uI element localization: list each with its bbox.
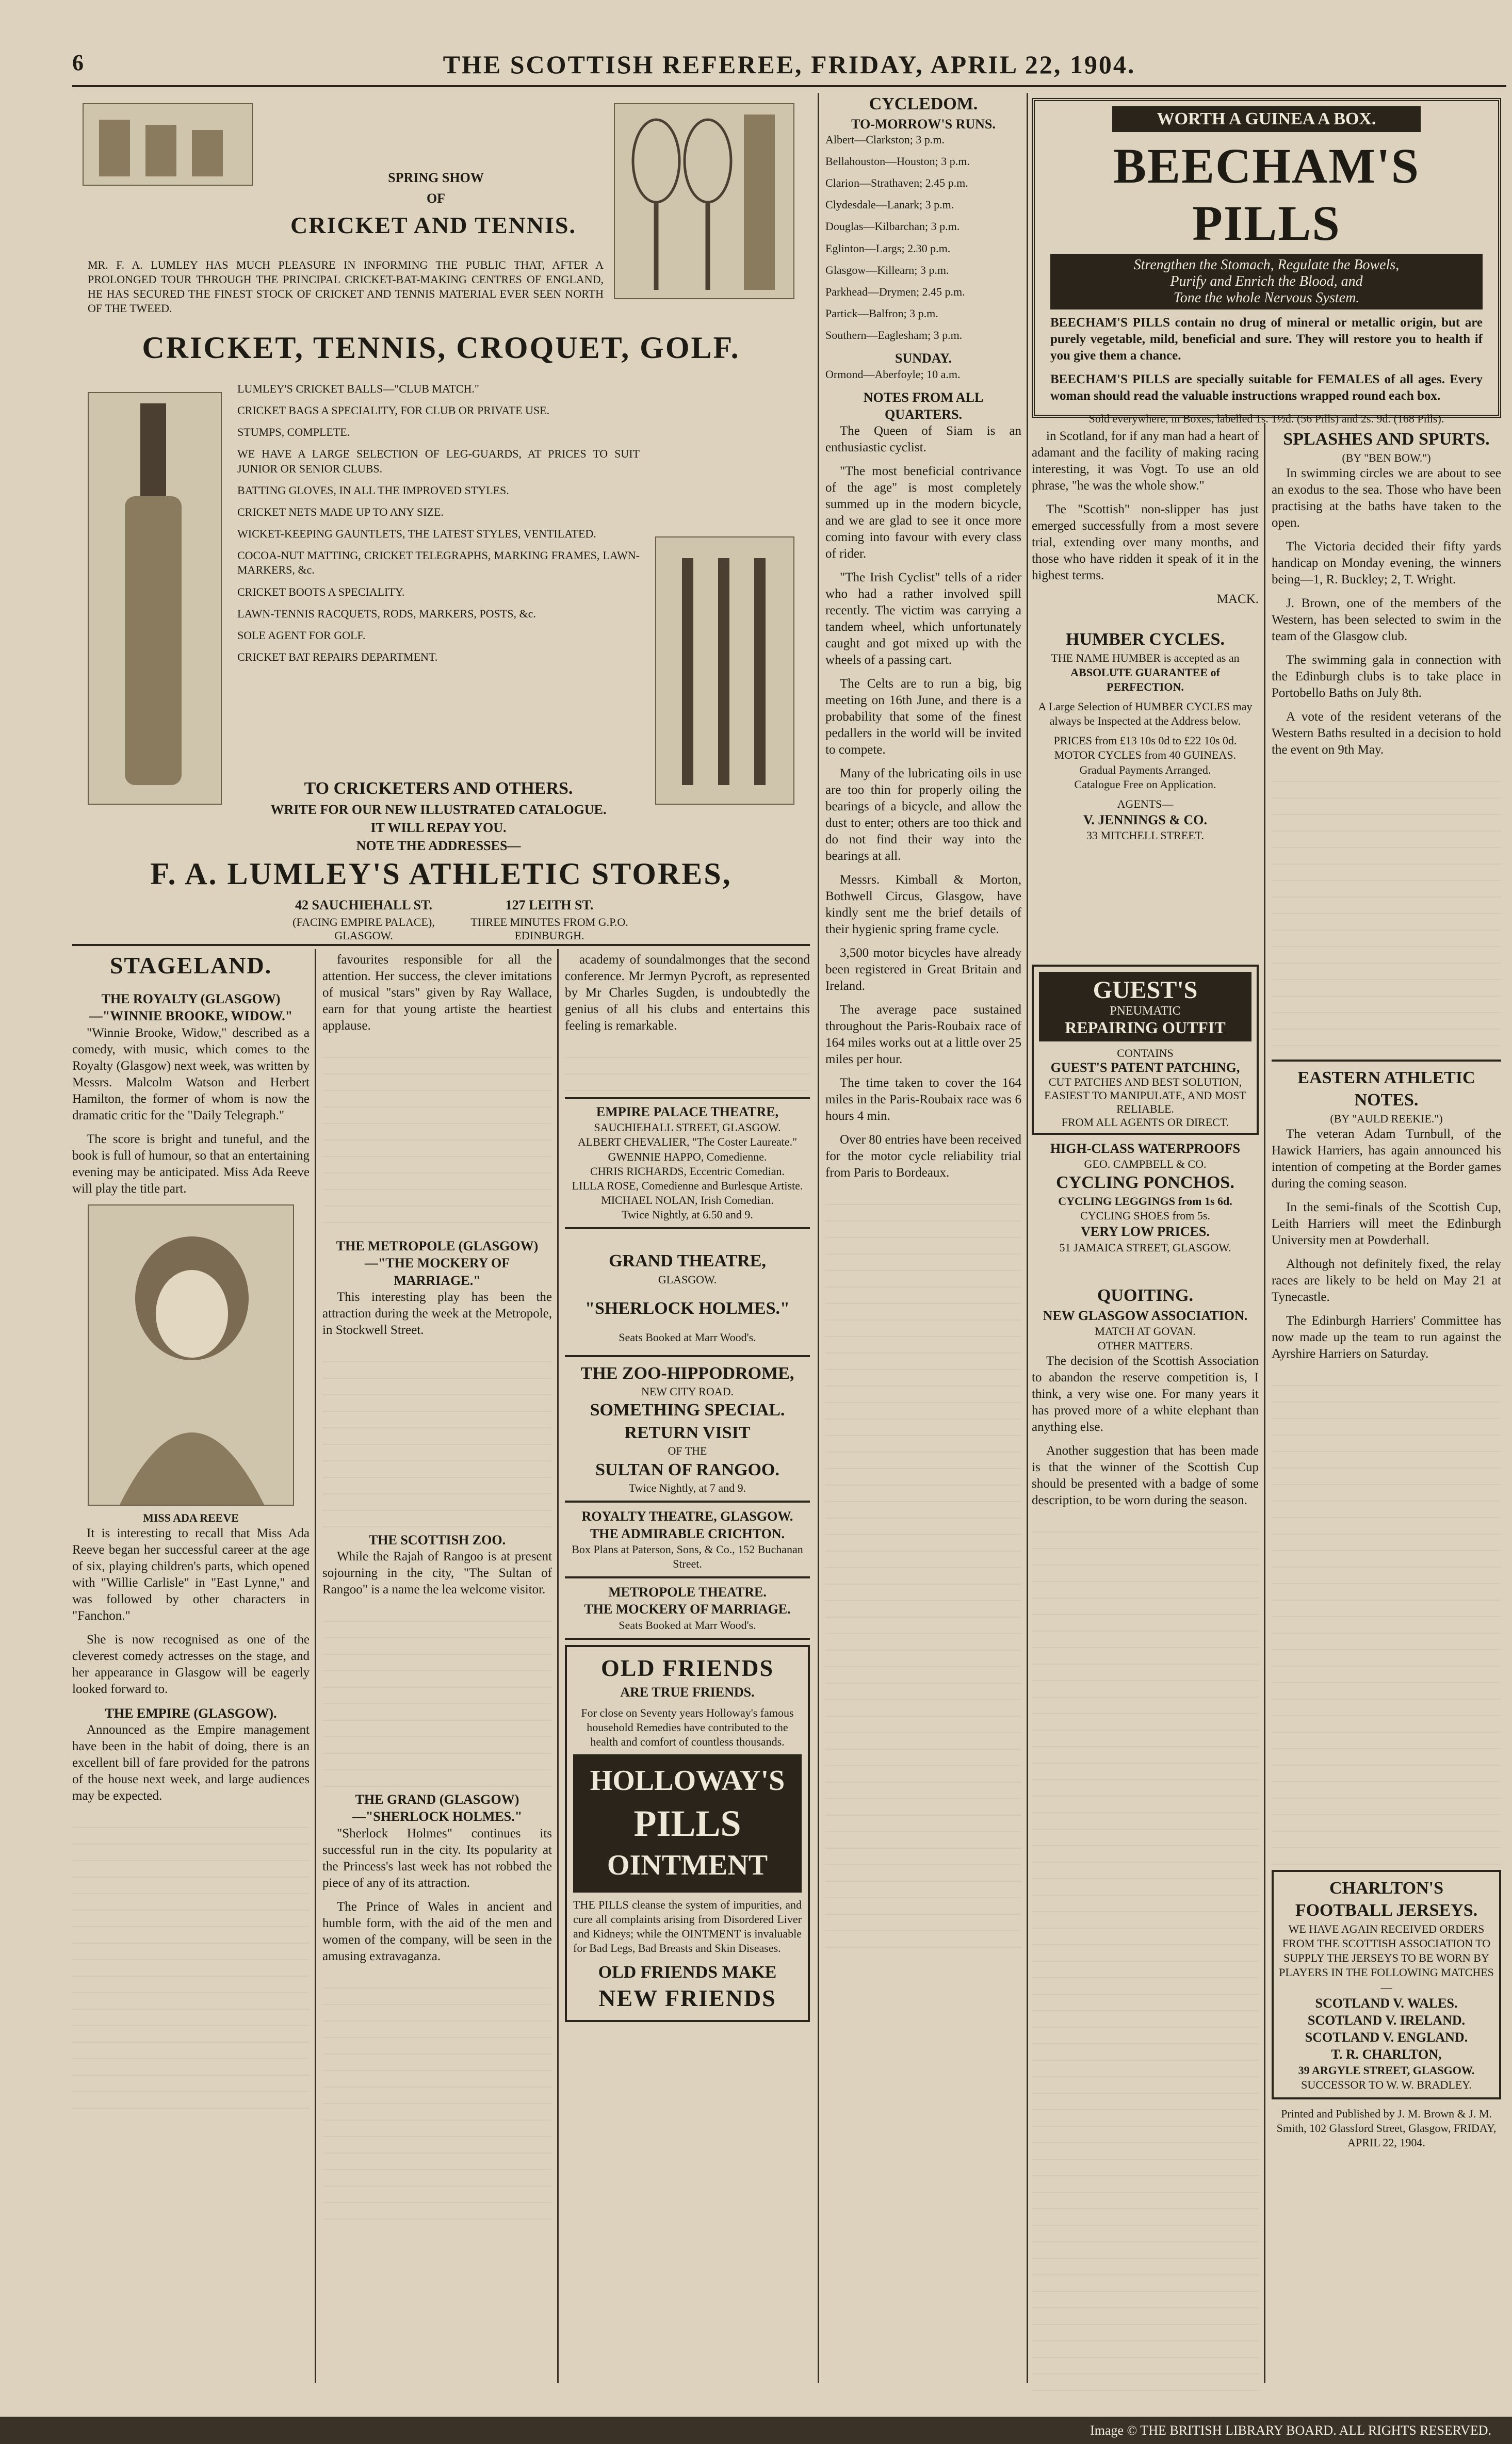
beecham-tag: Tone the whole Nervous System. (1173, 290, 1360, 306)
eastern-byline: (BY "AULD REEKIE.") (1330, 1112, 1443, 1125)
quoiting-column (1032, 1284, 1259, 2383)
glasgow-address-sub: (FACING EMPIRE PALACE), GLASGOW. (292, 916, 435, 942)
of-label: OF (426, 191, 446, 206)
charlton-address: 39 ARGYLE STREET, GLASGOW. (1298, 2063, 1475, 2077)
product-line: CRICKET BAT REPAIRS DEPARTMENT. (237, 650, 438, 664)
column-continuation (1272, 765, 1501, 1054)
empire-act: GWENNIE HAPPO, Comedienne. (608, 1150, 767, 1163)
stageland-title: STAGELAND. (109, 952, 272, 979)
guest-advertisement (1032, 965, 1259, 1135)
beecham-tag: Strengthen the Stomach, Regulate the Bowels, (1133, 257, 1400, 273)
guest-line: GUEST'S PATENT PATCHING, (1050, 1060, 1240, 1075)
splashes-paragraph: The swimming gala in connection with the Edinburgh clubs is to take place in Portobello Baths on July 8th. (1272, 653, 1501, 700)
charlton-match: SCOTLAND V. IRELAND. (1307, 2012, 1466, 2028)
copyright-credit: Image © THE BRITISH LIBRARY BOARD. ALL RIGHTS RESERVED. (1090, 2423, 1491, 2438)
wp-line: GEO. CAMPBELL & CO. (1084, 1158, 1207, 1171)
eastern-title: EASTERN ATHLETIC NOTES. (1297, 1068, 1475, 1110)
column-continuation (1032, 1516, 1259, 2393)
splashes-paragraph: A vote of the resident veterans of the Western Baths resulted in a decision to hold the event on 9th May. (1272, 709, 1501, 757)
eastern-paragraph: In the semi-finals of the Scottish Cup, Leith Harriers will meet the Edinburgh University men at Powderhall. (1272, 1200, 1501, 1247)
cycling-paragraph: The Queen of Siam is an enthusiastic cyclist. (825, 424, 1021, 455)
guest-brand: GUEST'S (1093, 976, 1198, 1004)
cycledom-signature: MACK. (1216, 592, 1259, 606)
column-continuation (322, 1346, 552, 1531)
empire-foot: Twice Nightly, at 6.50 and 9. (622, 1208, 753, 1221)
royalty-title: ROYALTY THEATRE, GLASGOW. (581, 1509, 793, 1524)
notes-title: NOTES FROM ALL QUARTERS. (863, 389, 984, 422)
holloway-ointment: OINTMENT (607, 1849, 768, 1882)
royalty-foot: Box Plans at Paterson, Sons, & Co., 152 Buchanan Street. (572, 1542, 803, 1570)
splashes-paragraph: The Victoria decided their fifty yards handicap on Monday evening, the winners being—1, R. Buckley; 2, T. Wright. (1272, 539, 1501, 586)
waterproofs-advertisement (1032, 1140, 1259, 1274)
grand-foot: Seats Booked at Marr Wood's. (619, 1330, 756, 1344)
zoo-special: SOMETHING SPECIAL. (590, 1400, 785, 1420)
eastern-paragraph: The Edinburgh Harriers' Committee has now made up the team to run against the Ayrshire Harriers on Saturday. (1272, 1313, 1501, 1361)
newspaper-title: THE SCOTTISH REFEREE, FRIDAY, APRIL 22, 1904. (443, 50, 1136, 79)
beecham-tag: Purify and Enrich the Blood, and (1170, 273, 1363, 289)
stageland-paragraph: The score is bright and tuneful, and the book is full of humour, so that an entertaining evening may be anticipated. Miss Ada Reeve will play the title part. (72, 1132, 310, 1196)
beecham-text: BEECHAM'S PILLS contain no drug of mineral or metallic origin, but are purely vegetable, mild, beneficial and sure. They will restore you to health if you give them a chance. (1050, 316, 1483, 363)
cycling-paragraph: Many of the lubricating oils in use are too thin for properly oiling the bearings of a bicycle, and allow the dust to enter; others are too thick and do not find their way into the bearings at all. (825, 767, 1021, 863)
stageland-sub: THE METROPOLE (GLASGOW)—"THE MOCKERY OF MARRIAGE." (336, 1239, 539, 1288)
edinburgh-address-sub: THREE MINUTES FROM G.P.O. EDINBURGH. (470, 916, 628, 942)
splashes-byline: (BY "BEN BOW.") (1342, 451, 1431, 464)
cycling-paragraph: "The Irish Cyclist" tells of a rider who had a rather involved spill recently. The victim was carrying a tandem wheel, which unfortunately caught and got mixed up with the wheels of a passing cart. (825, 571, 1021, 667)
stageland-paragraph: It is interesting to recall that Miss Ada Reeve began her successful career at the age of six, playing children's parts, which opened with "Willie Carlisle" in "East Lynne," and was followed by other characters in "Fanchon." (72, 1526, 310, 1623)
eastern-paragraph: Although not definitely fixed, the relay races are likely to be held on May 21 at Tynecastle. (1272, 1257, 1501, 1304)
stageland-sub: THE EMPIRE (GLASGOW). (105, 1705, 277, 1721)
run-item: Southern—Eaglesham; 3 p.m. (825, 329, 963, 342)
stageland-paragraph: "Winnie Brooke, Widow," described as a comedy, with music, which comes to the Royalty (Glasgow) next week, was written by Messrs. Malcolm Watson and Herbert Hamilton, the former of whom is now the dramatic critic for the "Daily Telegraph." (72, 1025, 310, 1122)
product-line: CRICKET NETS MADE UP TO ANY SIZE. (237, 505, 444, 518)
cycling-paragraph: Messrs. Kimball & Morton, Bothwell Circus, Glasgow, have kindly sent me the brief details of their hygienic spring frame cycle. (825, 873, 1021, 937)
section-rule (72, 944, 810, 946)
column-continuation (1272, 1370, 1501, 1865)
holloway-advertisement (565, 1645, 810, 2022)
column-continuation (72, 1812, 310, 2121)
lumley-subheadline: CRICKET, TENNIS, CROQUET, GOLF. (142, 331, 740, 365)
splashes-title: SPLASHES AND SPURTS. (1283, 430, 1490, 449)
bats-illustration (84, 104, 254, 187)
edinburgh-address: 127 LEITH ST. (505, 898, 594, 913)
column-divider (557, 949, 559, 2383)
repay-note: IT WILL REPAY YOU. (370, 820, 507, 835)
holloway-foot2: NEW FRIENDS (598, 1985, 776, 2012)
column-divider (1264, 423, 1265, 2383)
metropole-title: METROPOLE THEATRE. (608, 1585, 767, 1600)
splashes-paragraph: In swimming circles we are about to see an exodus to the sea. Those who have been practising at the baths have taken to the open. (1272, 466, 1501, 530)
charlton-title: CHARLTON'S FOOTBALL JERSEYS. (1295, 1878, 1478, 1920)
column-continuation (825, 1188, 1021, 1962)
humber-line: Catalogue Free on Application. (1074, 777, 1216, 791)
cycling-paragraph: in Scotland, for if any man had a heart of adamant and the facility of making racing interesting, it was Vogt. To use an old phrase, "he was the whole show." (1032, 429, 1259, 493)
cycling-paragraph: The average pace sustained throughout the Paris-Roubaix race of 164 miles works out at a little over 25 miles per hour. (825, 1003, 1021, 1067)
cricket-tennis-headline: CRICKET AND TENNIS. (290, 212, 576, 238)
stageland-paragraph: The Prince of Wales in ancient and humble form, with the aid of the men and women of the company, will be seen in the amusing extravaganza. (322, 1899, 552, 1963)
agent-name: V. JENNINGS & CO. (1083, 812, 1208, 828)
charlton-match: SCOTLAND V. ENGLAND. (1305, 2030, 1468, 2045)
stageland-paragraph: Announced as the Empire management have been in the habit of doing, there is an excellent bill of fare provided for the patrons of the house next week, and large audiences may be expected. (72, 1722, 310, 1803)
runs-title: TO-MORROW'S RUNS. (851, 116, 996, 132)
wp-line: CYCLING LEGGINGS from 1s 6d. (1058, 1194, 1232, 1208)
write-catalogue: WRITE FOR OUR NEW ILLUSTRATED CATALOGUE. (270, 802, 607, 817)
masthead (72, 45, 1506, 82)
page-number: 6 (72, 50, 84, 75)
section-rule (565, 1576, 810, 1578)
masthead-rule (72, 85, 1506, 87)
column-continuation (322, 1972, 552, 2230)
stageland-col1 (72, 990, 310, 2383)
guest-line3: FROM ALL AGENTS OR DIRECT. (1061, 1116, 1229, 1129)
empire-title: EMPIRE PALACE THEATRE, (596, 1104, 779, 1119)
humber-line: ABSOLUTE GUARANTEE of PERFECTION. (1070, 665, 1220, 693)
guest-line2: CUT PATCHES AND BEST SOLUTION, EASIEST TO MANIPULATE, AND MOST RELIABLE. (1044, 1076, 1246, 1115)
run-item: Eglinton—Largs; 2.30 p.m. (825, 241, 951, 255)
run-item: Glasgow—Killearn; 3 p.m. (825, 263, 949, 276)
stageland-sub: THE ROYALTY (GLASGOW)—"WINNIE BROOKE, WIDOW." (89, 991, 293, 1024)
product-line: WICKET-KEEPING GAUNTLETS, THE LATEST STYLES, VENTILATED. (237, 527, 596, 541)
stageland-sub: THE GRAND (GLASGOW)—"SHERLOCK HOLMES." (352, 1792, 523, 1824)
guest-contains: CONTAINS (1117, 1047, 1174, 1060)
zoo-of: OF THE (668, 1444, 707, 1458)
stageland-col2 (322, 952, 552, 2383)
wp-address: 51 JAMAICA STREET, GLASGOW. (1059, 1241, 1231, 1254)
wp-line: CYCLING SHOES from 5s. (1080, 1209, 1210, 1223)
guest-sub: PNEUMATIC (1110, 1004, 1181, 1018)
stageland-paragraph: favourites responsible for all the attention. Her success, the clever imitations of musical "stars" given by Ray Wallace, earn for that young artiste the heartiest applause. (322, 953, 552, 1033)
quoiting-sub: NEW GLASGOW ASSOCIATION. (1043, 1308, 1248, 1323)
lumley-product-list (237, 382, 640, 672)
stageland-paragraph: academy of soundalmonges that the second conference. Mr Jermyn Pycroft, as represented by Mr Charles Sugden, is undoubtedly the genius of all his clubs and entertains this feeling is remarkable. (565, 953, 810, 1033)
note-addresses: NOTE THE ADDRESSES— (356, 838, 521, 853)
product-line: COCOA-NUT MATTING, CRICKET TELEGRAPHS, MARKING FRAMES, LAWN-MARKERS, &c. (237, 549, 640, 577)
quoiting-paragraph: The decision of the Scottish Association to abandon the reserve competition is, I think, a very wise one. For many years it has proved more of a white elephant than anything else. (1032, 1354, 1259, 1435)
beecham-taglines (1050, 254, 1483, 309)
column-divider (1027, 93, 1028, 2383)
eastern-paragraph: The veteran Adam Turnbull, of the Hawick Harriers, has again announced his intention of competing at the Border games during the coming season. (1272, 1127, 1501, 1191)
stageland-paragraph: This interesting play has been the attraction during the week at the Metropole, in Stockwell Street. (322, 1290, 552, 1337)
holloway-brand: HOLLOWAY'S (590, 1765, 785, 1797)
cycling-paragraph: The "Scottish" non-slipper has just emerged successfully from a most severe trial, extending over many months, and those who have ridden it speak of it in the highest terms. (1032, 502, 1259, 582)
humber-agents: AGENTS— (1117, 797, 1174, 810)
sunday-run: Ormond—Aberfoyle; 10 a.m. (825, 367, 961, 381)
holloway-foot: OLD FRIENDS MAKE (598, 1962, 777, 1982)
product-line: SOLE AGENT FOR GOLF. (237, 628, 366, 642)
quoiting-sub: MATCH AT GOVAN. (1095, 1324, 1196, 1338)
column-continuation (322, 1041, 552, 1237)
holloway-top2: ARE TRUE FRIENDS. (620, 1684, 755, 1700)
humber-line: THE NAME HUMBER is accepted as an (1051, 651, 1240, 664)
section-rule (565, 1355, 810, 1357)
section-rule (565, 1501, 810, 1503)
cricket-gear-illustration (83, 103, 253, 186)
cycledom-column (825, 93, 1021, 2383)
stumps-illustration (655, 536, 794, 805)
section-rule (1272, 1060, 1501, 1062)
beecham-copy (1050, 315, 1483, 426)
section-rule (565, 1097, 810, 1099)
run-item: Clydesdale—Lanark; 3 p.m. (825, 198, 954, 211)
footer-bar (0, 2417, 1512, 2444)
right-column (1272, 428, 1501, 2383)
run-item: Albert—Clarkston; 3 p.m. (825, 133, 945, 146)
cycledom-title: CYCLEDOM. (869, 94, 978, 113)
quoiting-title: QUOITING. (1097, 1286, 1194, 1305)
wp-prices: VERY LOW PRICES. (1081, 1224, 1210, 1240)
product-line: CRICKET BOOTS A SPECIALITY. (237, 585, 405, 598)
lumley-advertisement (72, 93, 810, 942)
run-item: Bellahouston—Houston; 3 p.m. (825, 154, 970, 168)
stageland-paragraph: "Sherlock Holmes" continues its successful run in the city. Its popularity at the Princess's last week has not robbed the piece of any of its attraction. (322, 1826, 552, 1890)
section-rule (565, 1638, 810, 1640)
beecham-text: BEECHAM'S PILLS are specially suitable for FEMALES of all ages. Every woman should read the valuable instructions wrapped round each box. (1050, 372, 1483, 403)
cycling-paragraph: The time taken to cover the 164 miles in the Paris-Roubaix race was 6 hours 4 min. (825, 1076, 1021, 1123)
ada-reeve-portrait (88, 1204, 294, 1506)
holloway-brand-block (573, 1754, 802, 1893)
beecham-foot: Sold everywhere, in Boxes, labelled 1s. 1½d. (56 Pills) and 2s. 9d. (168 Pills). (1088, 412, 1444, 425)
holloway-pills: PILLS (633, 1803, 741, 1845)
wp-line: HIGH-CLASS WATERPROOFS (1050, 1141, 1241, 1156)
store-name: F. A. LUMLEY'S ATHLETIC STORES, (150, 857, 732, 891)
charlton-advertisement (1272, 1870, 1501, 2099)
empire-act: LILLA ROSE, Comedienne and Burlesque Artiste. (572, 1179, 803, 1192)
product-line: BATTING GLOVES, IN ALL THE IMPROVED STYLES. (237, 483, 509, 497)
cycledom-col2 (1032, 428, 1259, 959)
run-item: Douglas—Kilbarchan; 3 p.m. (825, 220, 960, 233)
guest-outfit: REPAIRING OUTFIT (1065, 1018, 1226, 1037)
glasgow-address: 42 SAUCHIEHALL ST. (295, 898, 433, 913)
zoo-return: RETURN VISIT (624, 1423, 751, 1442)
lumley-intro: MR. F. A. LUMLEY HAS MUCH PLEASURE IN INFORMING THE PUBLIC THAT, AFTER A PROLONGED TOUR THROUGH THE PRINCIPAL CRICKET-BAT-MAKING CENTRES OF ENGLAND, HE HAS SECURED THE FINEST STOCK OF CRICKET AND TENNIS MATERIAL EVER SEEN NORTH OF THE TWEED. (88, 258, 604, 315)
cricket-bat-illustration (88, 392, 222, 805)
quoiting-sub: OTHER MATTERS. (1097, 1339, 1193, 1352)
cycling-paragraph: Over 80 entries have been received for the motor cycle reliability trial from Paris to Bordeaux. (825, 1133, 1021, 1180)
grand-sub: GLASGOW. (658, 1273, 717, 1286)
grand-play: "SHERLOCK HOLMES." (585, 1299, 790, 1318)
guest-badge (1039, 972, 1251, 1041)
cycling-paragraph: "The most beneficial contrivance of the age" is most completely summed up in the modern bicycle, and we are glad to see it once more coming into favour with every class of rider. (825, 464, 1021, 561)
theatre-ads-column (565, 952, 810, 2383)
charlton-match: SCOTLAND V. WALES. (1315, 1995, 1458, 2011)
stageland-paragraph: While the Rajah of Rangoo is at present sojourning in the city, "The Sultan of Rangoo" is a name the lea welcome visitor. (322, 1550, 552, 1597)
empire-act: CHRIS RICHARDS, Eccentric Comedian. (590, 1164, 785, 1178)
section-rule (565, 1227, 810, 1229)
quoiting-paragraph: Another suggestion that has been made is that the winner of the Scottish Cup should be presented with a badge of some description, to be worn during the season. (1032, 1444, 1259, 1508)
product-line: LAWN-TENNIS RACQUETS, RODS, MARKERS, POSTS, &c. (237, 607, 536, 620)
racquets-illustration (614, 103, 794, 299)
product-line: WE HAVE A LARGE SELECTION OF LEG-GUARDS, AT PRICES TO SUIT JUNIOR OR SENIOR CLUBS. (237, 447, 640, 475)
humber-line: Gradual Payments Arranged. (1079, 763, 1211, 776)
humber-line: MOTOR CYCLES from 40 GUINEAS. (1054, 748, 1237, 762)
empire-act: ALBERT CHEVALIER, "The Coster Laureate." (577, 1135, 798, 1149)
beecham-top: WORTH A GUINEA A BOX. (1112, 106, 1421, 132)
empire-act: MICHAEL NOLAN, Irish Comedian. (601, 1194, 774, 1207)
zoo-sultan: SULTAN OF RANGOO. (595, 1460, 779, 1479)
humber-line: A Large Selection of HUMBER CYCLES may always be Inspected at the Address below. (1038, 699, 1253, 728)
metropole-foot: Seats Booked at Marr Wood's. (619, 1618, 756, 1632)
zoo-sub: NEW CITY ROAD. (641, 1385, 734, 1398)
run-item: Partick—Balfron; 3 p.m. (825, 307, 938, 320)
charlton-name: T. R. CHARLTON, (1331, 2047, 1442, 2062)
cycling-paragraph: The Celts are to run a big, big meeting on 16th June, and there is a probability that some of the finest pedallers in the world will be invited to compete. (825, 677, 1021, 757)
agent-address: 33 MITCHELL STREET. (1086, 829, 1204, 842)
column-divider (315, 949, 316, 2383)
stageland-paragraph: She is now recognised as one of the cleverest comedy actresses on the stage, and her appearance in Glasgow will be eagerly looked forward to. (72, 1632, 310, 1696)
cycling-paragraph: 3,500 motor bicycles have already been registered in Great Britain and Ireland. (825, 946, 1021, 993)
portrait-caption: MISS ADA REEVE (143, 1511, 239, 1524)
empire-sub: SAUCHIEHALL STREET, GLASGOW. (594, 1121, 781, 1134)
stageland-sub: THE SCOTTISH ZOO. (368, 1532, 506, 1547)
charlton-intro: WE HAVE AGAIN RECEIVED ORDERS FROM THE SCOTTISH ASSOCIATION TO SUPPLY THE JERSEYS TO BE WORN BY PLAYERS IN THE FOLLOWING MATCHES— (1279, 1922, 1494, 1994)
product-line: LUMLEY'S CRICKET BALLS—"CLUB MATCH." (237, 382, 479, 395)
holloway-text: THE PILLS cleanse the system of impurities, and cure all complaints arising from Disordered Liver and Kidneys; while the OINTMENT is invaluable for Bad Legs, Bad Breasts and Skin Diseases. (573, 1898, 802, 1955)
beecham-advertisement (1032, 98, 1501, 425)
wp-ponchos: CYCLING PONCHOS. (1056, 1173, 1234, 1193)
zoo-title: THE ZOO-HIPPODROME, (580, 1363, 794, 1383)
column-continuation (322, 1605, 552, 1791)
holloway-top: OLD FRIENDS (600, 1654, 774, 1681)
product-line: CRICKET BAGS A SPECIALITY, FOR CLUB OR PRIVATE USE. (237, 404, 550, 417)
beecham-brand: BEECHAM'S PILLS (1113, 138, 1420, 251)
humber-line: PRICES from £13 10s 0d to £22 10s 0d. (1053, 734, 1237, 747)
run-item: Clarion—Strathaven; 2.45 p.m. (825, 176, 968, 190)
printer-imprint: Printed and Published by J. M. Brown & J. M. Smith, 102 Glassford Street, Glasgow, FRIDAY, APRIL 22, 1904. (1276, 2107, 1497, 2149)
charlton-successor: SUCCESSOR TO W. W. BRADLEY. (1301, 2078, 1472, 2091)
humber-title: HUMBER CYCLES. (1066, 630, 1225, 649)
metropole-play: THE MOCKERY OF MARRIAGE. (584, 1602, 791, 1617)
to-cricketers: TO CRICKETERS AND OTHERS. (304, 779, 573, 798)
spring-show: SPRING SHOW (388, 170, 484, 185)
run-item: Parkhead—Drymen; 2.45 p.m. (825, 285, 965, 298)
holloway-intro: For close on Seventy years Holloway's famous household Remedies have contributed to the health and comfort of countless thousands. (581, 1706, 794, 1749)
column-divider (818, 93, 819, 2383)
sunday-label: SUNDAY. (895, 351, 952, 366)
splashes-paragraph: J. Brown, one of the members of the Western, has been selected to swim in the team of the Glasgow club. (1272, 596, 1501, 643)
royalty-play: THE ADMIRABLE CRICHTON. (590, 1526, 785, 1541)
product-line: STUMPS, COMPLETE. (237, 426, 350, 439)
grand-title: GRAND THEATRE, (609, 1251, 766, 1271)
column-continuation (565, 1041, 810, 1093)
zoo-foot: Twice Nightly, at 7 and 9. (628, 1481, 746, 1495)
